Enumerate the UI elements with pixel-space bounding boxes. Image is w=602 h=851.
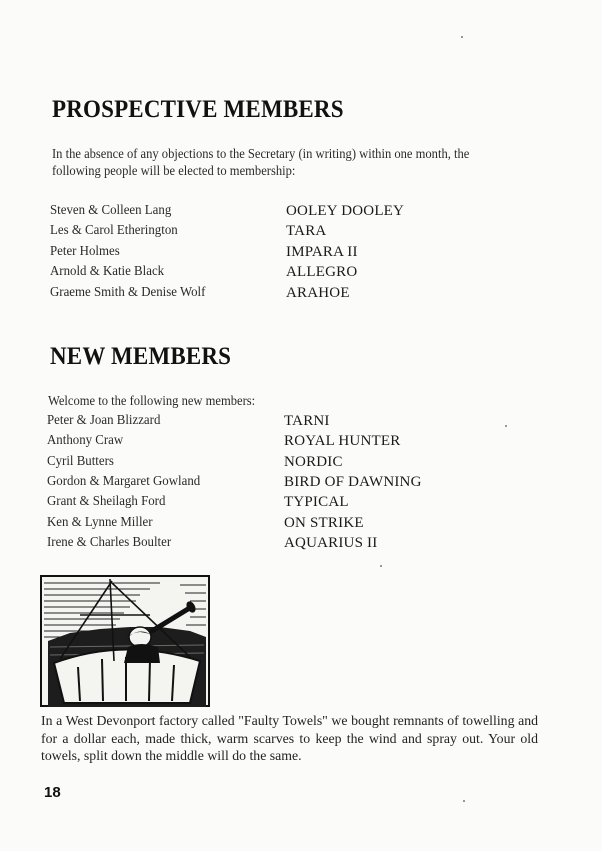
boat-name: ROYAL HUNTER (284, 433, 401, 449)
list-item (50, 203, 550, 223)
list-item (47, 413, 547, 433)
boat-name: TARNI (284, 413, 330, 429)
list-item (47, 535, 547, 555)
prospective-members-heading: PROSPECTIVE MEMBERS (52, 96, 344, 123)
boat-name: TYPICAL (284, 494, 349, 510)
list-item (50, 244, 550, 264)
member-name: Arnold & Katie Black (50, 264, 165, 279)
page-number: 18 (44, 784, 61, 801)
boat-name: IMPARA II (286, 244, 358, 260)
list-item (50, 264, 550, 284)
member-name: Anthony Craw (47, 433, 124, 448)
scan-speck (461, 36, 463, 38)
member-name: Irene & Charles Boulter (47, 535, 172, 550)
prospective-intro-line-2: following people will be elected to membership: (52, 163, 296, 178)
scan-speck (463, 800, 465, 802)
faulty-towels-paragraph: In a West Devonport factory called "Faulty Towels" we bought remnants of towelling and for a dollar each, made thick, warm scarves to keep the wind and spray out. Your old towels, split down the middle will do the same. (41, 713, 538, 763)
boat-name: BIRD OF DAWNING (284, 474, 422, 490)
boat-name: TARA (286, 223, 327, 239)
scan-speck (380, 565, 382, 567)
boat-name: AQUARIUS II (284, 535, 378, 551)
member-name: Graeme Smith & Denise Wolf (50, 285, 206, 300)
boat-name: OOLEY DOOLEY (286, 203, 405, 219)
member-name: Peter Holmes (50, 244, 120, 259)
sailor-telescope-illustration (40, 575, 210, 707)
scan-speck (505, 425, 507, 427)
boat-name: NORDIC (284, 454, 343, 470)
member-name: Cyril Butters (47, 454, 114, 469)
member-name: Grant & Sheilagh Ford (47, 494, 166, 509)
boat-name: ON STRIKE (284, 515, 364, 531)
list-item (47, 474, 547, 494)
boat-name: ALLEGRO (286, 264, 358, 280)
list-item (47, 494, 547, 514)
list-item (50, 285, 550, 305)
member-name: Les & Carol Etherington (50, 223, 178, 238)
list-item (47, 433, 547, 453)
list-item (47, 454, 547, 474)
new-members-heading: NEW MEMBERS (50, 343, 232, 370)
list-item (50, 223, 550, 243)
list-item (47, 515, 547, 535)
prospective-intro-line-1: In the absence of any objections to the Secretary (in writing) within one month, the (52, 146, 470, 161)
member-name: Peter & Joan Blizzard (47, 413, 161, 428)
boat-name: ARAHOE (286, 285, 350, 301)
member-name: Ken & Lynne Miller (47, 515, 153, 530)
member-name: Gordon & Margaret Gowland (47, 474, 201, 489)
member-name: Steven & Colleen Lang (50, 203, 172, 218)
new-members-welcome: Welcome to the following new members: (48, 393, 256, 408)
